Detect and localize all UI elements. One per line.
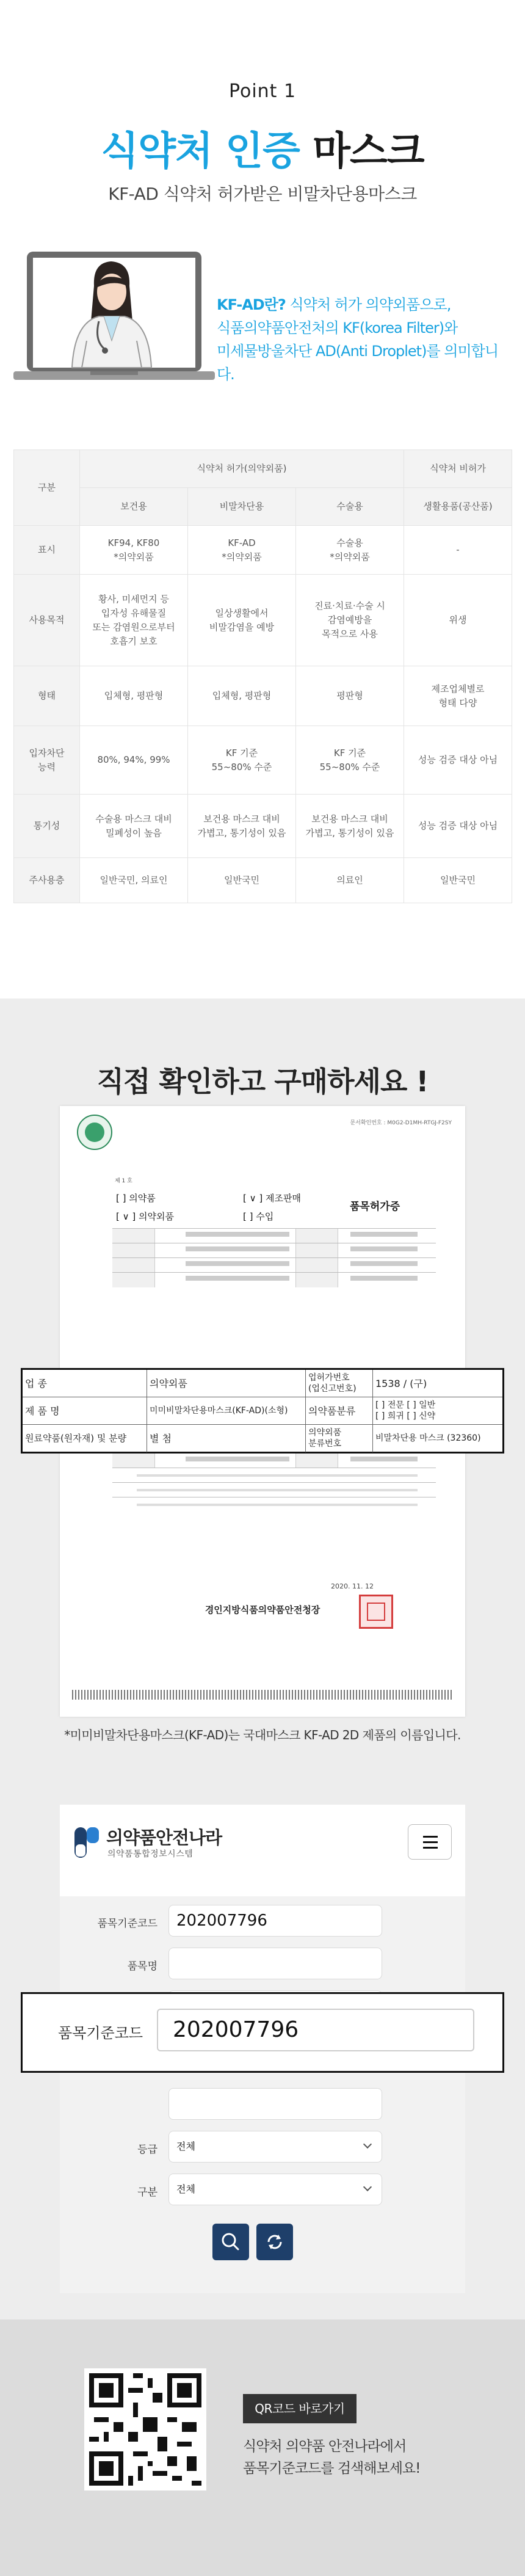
qr-shortcut-button[interactable]: QR코드 바로가기	[243, 2394, 357, 2423]
row-label: 사용목적	[14, 575, 80, 666]
ministry-seal-icon	[77, 1115, 112, 1150]
row-label: 통기성	[14, 795, 80, 858]
table-row	[14, 858, 512, 903]
zoom-key: 의약품분류	[306, 1397, 373, 1425]
section-title: 직접 확인하고 구매하세요 !	[96, 1065, 429, 1098]
table-cell: 입체형, 평판형	[80, 666, 188, 726]
document-title: 품목허가증	[350, 1201, 400, 1213]
reset-button[interactable]	[256, 2224, 293, 2260]
search-button[interactable]	[212, 2224, 249, 2260]
header-nonapproved: 식약처 비허가	[404, 450, 512, 488]
table-row	[14, 526, 512, 575]
search-form	[60, 1896, 465, 2293]
table-cell: 보건용 마스크 대비 가볍고, 통기성이 있음	[188, 795, 296, 858]
table-cell: 일반국민	[188, 858, 296, 903]
point-label: Point 1	[228, 81, 297, 102]
qr-guide-line2: 품목기준코드를 검색해보세요!	[243, 2461, 421, 2476]
hidden-field-input[interactable]	[168, 2088, 382, 2120]
kf-ad-description	[217, 293, 510, 386]
qr-guide-text	[243, 2436, 420, 2480]
header-approved: 식약처 허가(의약외품)	[80, 450, 404, 488]
title-rest: 마스크	[313, 129, 424, 174]
table-cell: KF94, KF80 *의약외품	[80, 526, 188, 575]
table-cell: 성능 검증 대상 아님	[404, 795, 512, 858]
table-cell: 평판형	[296, 666, 404, 726]
qr-code-icon[interactable]	[84, 2368, 206, 2490]
chevron-down-icon	[363, 2140, 372, 2148]
table-cell: KF 기준 55~80% 수준	[296, 726, 404, 795]
grade-select-value: 전체	[176, 2141, 195, 2152]
column-header: 생활용품(공산품)	[404, 488, 512, 526]
chevron-down-icon	[363, 2183, 372, 2191]
zoom-value: 비말차단용 마스크 (32360)	[375, 1433, 481, 1443]
table-cell: KF 기준 55~80% 수준	[188, 726, 296, 795]
zoom-value: 별 첨	[147, 1425, 306, 1452]
official-stamp-icon	[359, 1595, 393, 1629]
zoom-row	[23, 1425, 502, 1452]
doctor-laptop-illustration	[13, 249, 215, 396]
page-title	[0, 120, 525, 176]
intro-section	[0, 0, 525, 999]
product-footnote: *미미비말차단용마스크(KF-AD)는 국대마스크 KF-AD 2D 제품의 이름입니다.	[64, 1728, 461, 1742]
item-name-input[interactable]	[168, 1948, 382, 1979]
checkbox-line: [ ] 의약품	[116, 1193, 156, 1204]
qr-section	[0, 2319, 525, 2576]
table-row	[14, 666, 512, 726]
column-header: 보건용	[80, 488, 188, 526]
table-cell: 수술용 *의약외품	[296, 526, 404, 575]
table-cell: 보건용 마스크 대비 가볍고, 통기성이 있음	[296, 795, 404, 858]
issue-date: 2020. 11. 12	[331, 1582, 374, 1590]
page-subtitle: KF-AD 식약처 허가받은 비말차단용마스크	[108, 184, 417, 204]
table-row	[14, 575, 512, 666]
portal-logo-title[interactable]: 의약품안전나라	[106, 1827, 222, 1848]
zoom-row	[23, 1370, 502, 1397]
checkbox-line: [ ∨ ] 제조판매	[243, 1193, 301, 1204]
title-highlight: 식약처 인증	[101, 129, 300, 174]
table-cell: 일반국민, 의료인	[80, 858, 188, 903]
refresh-icon	[256, 2224, 293, 2260]
table-cell: 수술용 마스크 대비 밀폐성이 높음	[80, 795, 188, 858]
row-label: 형태	[14, 666, 80, 726]
grade-select[interactable]	[168, 2131, 382, 2163]
table-cell: 80%, 94%, 99%	[80, 726, 188, 795]
checkbox-line: [ ] 수입	[243, 1211, 274, 1222]
zoom-value: 미미비말차단용마스크(KF-AD)(소형)	[147, 1397, 306, 1425]
document-zoom-callout	[21, 1368, 504, 1454]
zoom-value: 1538 / (구)	[375, 1378, 427, 1389]
table-cell: 의료인	[296, 858, 404, 903]
zoom-key: 제 품 명	[23, 1397, 147, 1425]
mask-comparison-table	[13, 449, 512, 903]
issuing-authority: 경인지방식품의약품안전청장	[205, 1604, 320, 1615]
zoom-key: 의약외품 분류번호	[306, 1425, 373, 1452]
column-header: 수술용	[296, 488, 404, 526]
hamburger-menu-button[interactable]	[408, 1824, 452, 1860]
kf-ad-line3: 미세물방울차단 AD(Anti Droplet)를 의미합니다.	[217, 343, 499, 383]
table-cell: 성능 검증 대상 아님	[404, 726, 512, 795]
portal-logo-subtitle: 의약품통합정보시스템	[107, 1849, 194, 1859]
row-label: 입자차단 능력	[14, 726, 80, 795]
kf-ad-line1: 식약처 허가 의약외품으로,	[285, 296, 451, 313]
item-code-label: 품목기준코드	[97, 1918, 158, 1930]
zoom-value: [ ] 전문 [ ] 일반 [ ] 희귀 [ ] 신약	[375, 1400, 436, 1421]
table-cell: 제조업체별로 형태 다양	[404, 666, 512, 726]
table-cell: 진료·치료·수술 시 감염예방을 목적으로 사용	[296, 575, 404, 666]
document-number: 문서확인번호 : M0G2-D1MH-RTGJ-F2SY	[350, 1120, 452, 1126]
grade-label: 등급	[137, 2144, 158, 2156]
qr-guide-line1: 식약처 의약품 안전나라에서	[243, 2439, 407, 2454]
zoom-item-code-label: 품목기준코드	[58, 2025, 143, 2042]
category-label: 구분	[137, 2186, 158, 2199]
table-cell: 위생	[404, 575, 512, 666]
item-code-zoom-callout	[21, 1992, 504, 2073]
table-cell: 일상생활에서 비말감염을 예방	[188, 575, 296, 666]
checkbox-line: [ ∨ ] 의약외품	[116, 1211, 174, 1222]
zoom-item-code-input[interactable]: 202007796	[157, 2009, 474, 2051]
product-type-checkboxes	[116, 1189, 208, 1226]
portal-logo-icon	[72, 1825, 103, 1861]
category-select-value: 전체	[176, 2183, 195, 2195]
kf-ad-line2: 식품의약품안전처의 KF(korea Filter)와	[217, 319, 458, 337]
table-cell: 일반국민	[404, 858, 512, 903]
zoom-key: 원료약품(원자재) 및 분량	[23, 1425, 147, 1452]
zoom-key: 업 종	[23, 1370, 147, 1397]
table-cell: 입체형, 평판형	[188, 666, 296, 726]
zoom-row	[23, 1397, 502, 1425]
header-group: 구분	[14, 450, 80, 526]
kf-ad-lead: KF-AD란?	[217, 296, 286, 313]
row-label: 표시	[14, 526, 80, 575]
table-row	[14, 726, 512, 795]
document-barcode	[72, 1690, 453, 1700]
table-row	[14, 795, 512, 858]
table-cell: 황사, 미세먼지 등 입자성 유해물질 또는 감염원으로부터 호흡기 보호	[80, 575, 188, 666]
column-header: 비말차단용	[188, 488, 296, 526]
row-label: 주사용층	[14, 858, 80, 903]
form-number: 제 1 호	[115, 1178, 132, 1184]
category-select[interactable]	[168, 2174, 382, 2205]
table-cell: -	[404, 526, 512, 575]
business-type-checkboxes	[243, 1189, 322, 1226]
search-icon	[212, 2224, 249, 2260]
zoom-value: 의약외품	[147, 1370, 306, 1397]
portal-section	[0, 1756, 525, 2319]
table-cell: KF-AD *의약외품	[188, 526, 296, 575]
certificate-section	[0, 999, 525, 1756]
item-name-label: 품목명	[127, 1960, 158, 1973]
zoom-key: 업허가번호 (업신고번호)	[306, 1370, 373, 1397]
item-code-input[interactable]: 202007796	[168, 1905, 382, 1937]
